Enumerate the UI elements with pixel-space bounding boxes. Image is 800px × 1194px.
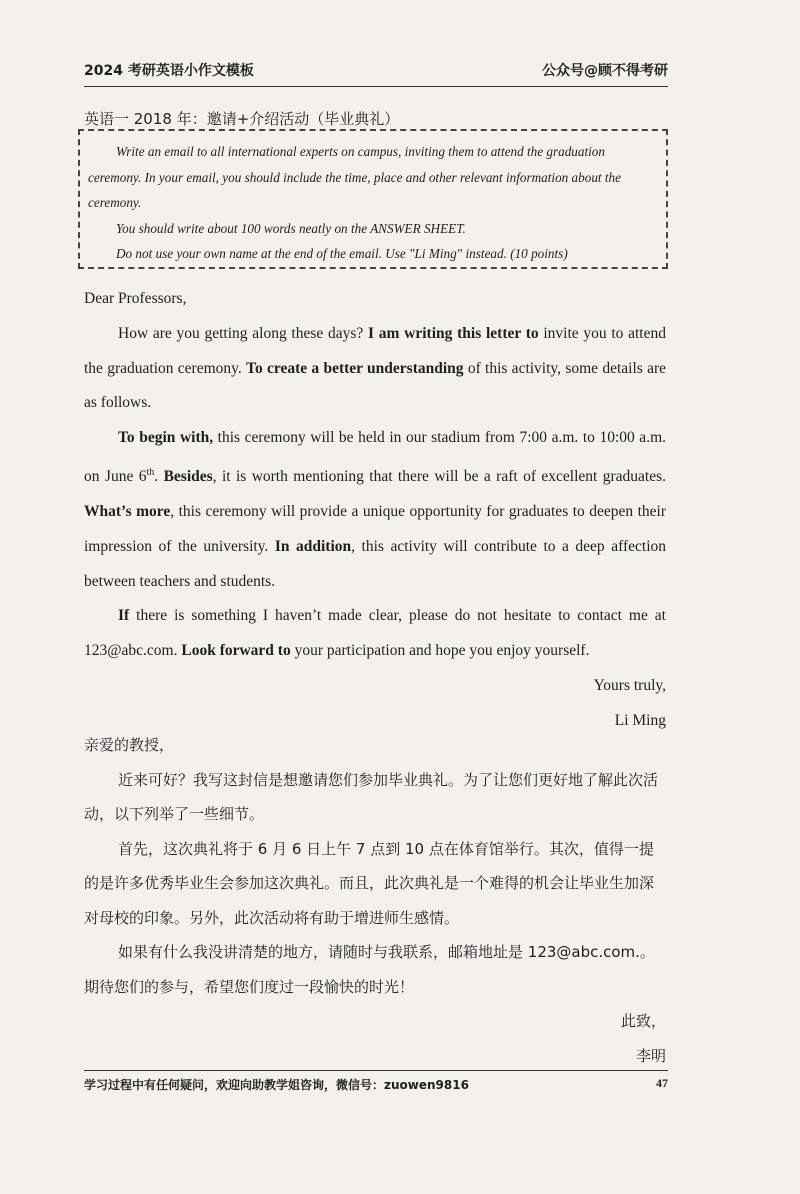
closing-cn: 此致，: [620, 1012, 666, 1030]
closing: Yours truly,: [593, 676, 666, 694]
page-number: 47: [656, 1076, 668, 1090]
paragraph-3: If there is something I haven’t made clear, please do not hesitate to contact me at 123@abc.com. Look forward to your participation and hope you enjoy yourself.: [84, 607, 666, 660]
prompt-line: You should write about 100 words neatly on the ANSWER SHEET.: [116, 220, 466, 236]
footer-contact: 学习过程中有任何疑问，欢迎向助教学姐咨询，微信号：zuowen9816: [84, 1078, 469, 1092]
signature-cn: 李明: [635, 1046, 666, 1065]
page-header: [84, 58, 668, 87]
salutation-cn: 亲爱的教授，: [84, 736, 175, 754]
salutation: Dear Professors,: [84, 290, 187, 307]
paragraph-2: To begin with, this ceremony will be held in our stadium from 7:00 a.m. to 10:00 a.m. on June 6th. Besides, it is worth mentioning that there will be a raft of excellent graduates. What’s more, this ceremony will provide a unique opportunity for graduates to deepen their impression of the university. In addition, this activity will contribute to a deep affection between teachers and students.: [84, 429, 667, 590]
header-title: 2024 考研英语小作文模板: [84, 63, 254, 79]
page-footer: [84, 1070, 668, 1095]
chinese-letter: [84, 728, 666, 1073]
prompt-line: Write an email to all international experts on campus, inviting them to attend the graduation ceremony. In your email, you should include the time, place and other relevant information about the ceremony.: [88, 144, 622, 210]
header-account: 公众号@顾不得考研: [542, 63, 668, 79]
paragraph-cn-1: 近来可好？我写这封信是想邀请您们参加毕业典礼。为了让您们更好地了解此次活动，以下列举了一些细节。: [84, 770, 659, 823]
paragraph-cn-2: 首先，这次典礼将于 6 月 6 日上午 7 点到 10 点在体育馆举行。其次，值得一提的是许多优秀毕业生会参加这次典礼。而且，此次典礼是一个难得的机会让毕业生加深对母校的印象。另外，此次活动将有助于增进师生感情。: [84, 839, 655, 927]
section-title: 英语一 2018 年：邀请+介绍活动（毕业典礼）: [84, 110, 400, 128]
paragraph-cn-3: 如果有什么我没讲清楚的地方，请随时与我联系，邮箱地址是 123@abc.com.。期待您们的参与，希望您们度过一段愉快的时光！: [84, 943, 655, 996]
prompt-box: [78, 129, 668, 269]
english-letter: [84, 282, 666, 739]
paragraph-1: How are you getting along these days? I am writing this letter to invite you to attend the graduation ceremony. To create a better understanding of this activity, some details are as follows.: [84, 324, 666, 412]
signature: Li Ming: [614, 711, 666, 729]
prompt-line: Do not use your own name at the end of the email. Use "Li Ming" instead. (10 points): [116, 246, 568, 261]
